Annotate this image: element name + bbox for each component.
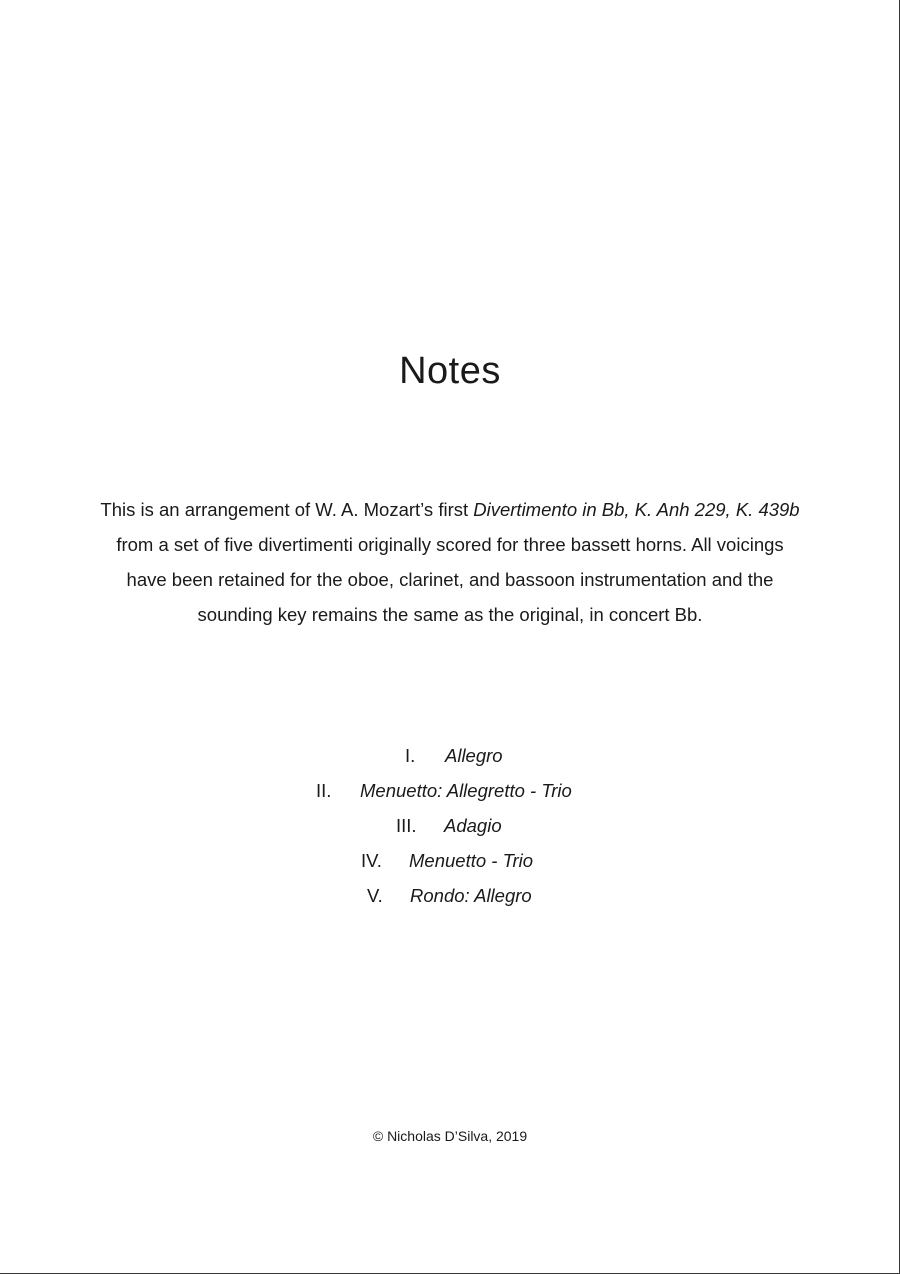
movement-numeral: IV.: [361, 850, 382, 871]
movement-numeral: I.: [405, 745, 416, 766]
movement-numeral: V.: [367, 885, 383, 906]
movement-item: [396, 808, 502, 843]
movement-name: Menuetto: Allegretto - Trio: [360, 780, 572, 801]
paragraph-text-intro: This is an arrangement of W. A. Mozart’s first: [100, 499, 474, 520]
movement-name: Allegro: [445, 745, 503, 766]
movement-item: [316, 773, 572, 808]
paragraph-text-rest: from a set of five divertimenti originally scored for three bassett horns. All voicings have been retained for the oboe, clarinet, and bassoon instrumentation and the sounding key remains the same as the original, in concert Bb.: [116, 534, 784, 625]
movement-item: [367, 878, 532, 913]
notes-paragraph: [100, 492, 800, 632]
movement-name: Rondo: Allegro: [410, 885, 532, 906]
movement-name: Menuetto - Trio: [409, 850, 534, 871]
movement-item: [405, 738, 503, 773]
movement-numeral: II.: [316, 780, 332, 801]
movement-item: [361, 843, 533, 878]
work-title: Divertimento in Bb, K. Anh 229, K. 439b: [473, 499, 800, 520]
movement-numeral: III.: [396, 815, 417, 836]
copyright-notice: © Nicholas D’Silva, 2019: [372, 1128, 528, 1144]
page-title: Notes: [399, 350, 501, 392]
movement-name: Adagio: [444, 815, 502, 836]
